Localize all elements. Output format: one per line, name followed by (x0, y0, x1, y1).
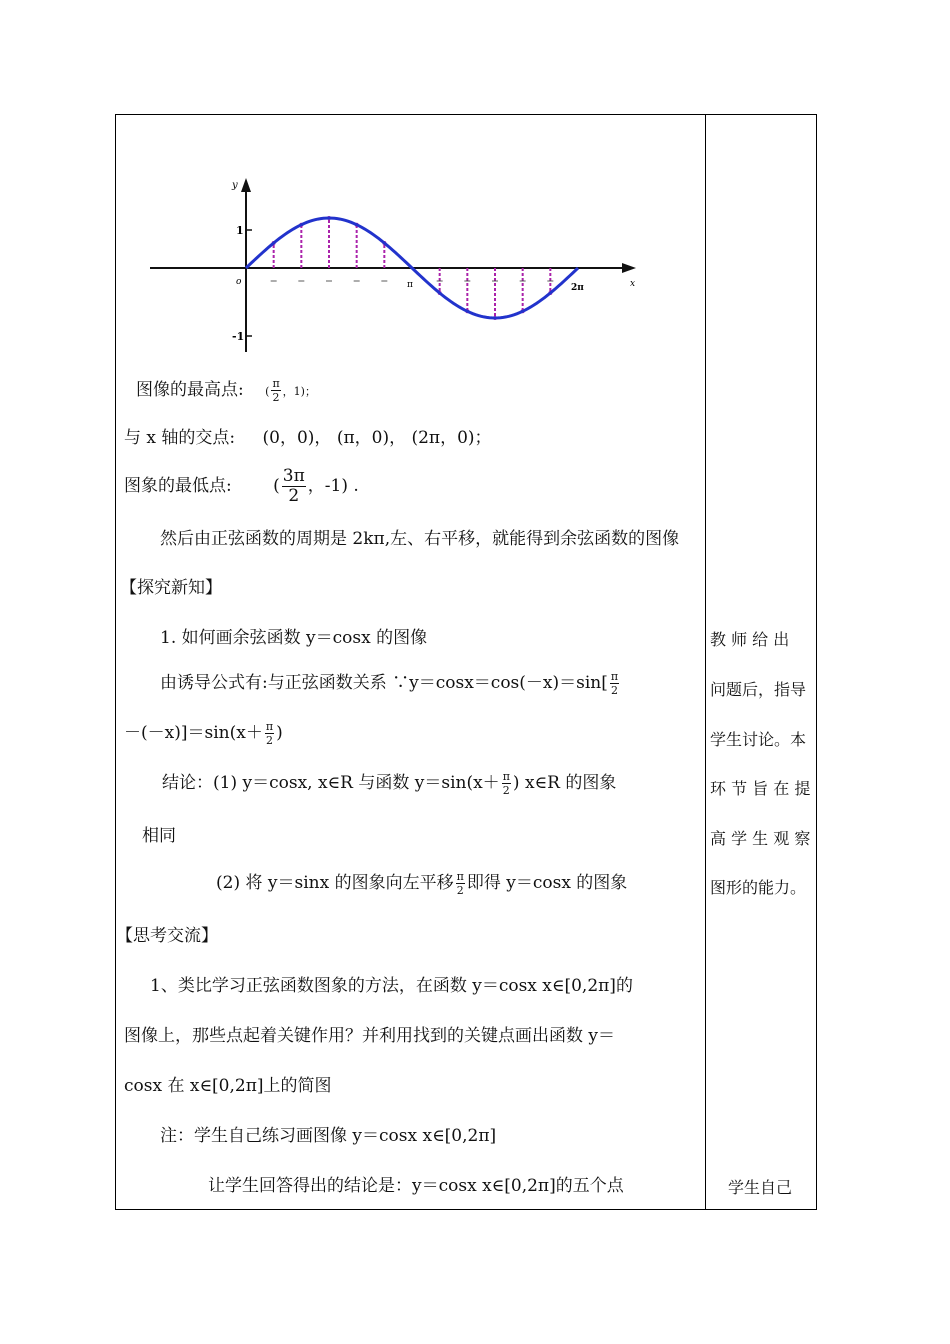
conclusion-1-continued: 相同 (142, 826, 176, 846)
section-explore-heading: 【探究新知】 (120, 578, 222, 598)
think-1-line-3: cosx 在 x∈[0,2π]上的简图 (124, 1076, 332, 1096)
period-text: 然后由正弦函数的周期是 2kπ,左、右平移，就能得到余弦函数的图像 (160, 529, 680, 549)
question-1-title: 1. 如何画余弦函数 y＝cosx 的图像 (160, 628, 428, 648)
lowest-point-close: ，-1) . (307, 476, 359, 496)
induction-line (160, 671, 621, 696)
highest-point-close: ，1)； (282, 385, 316, 398)
conclusion-2-frac: $\frac{\pi}{2}$ (456, 870, 464, 897)
answer-line: 让学生回答得出的结论是：y＝cosx x∈[0,2π]的五个点 (208, 1176, 624, 1196)
induction-cont-close: ) (276, 723, 283, 743)
x-axis-points-line (124, 430, 492, 447)
induction-cont-text: －(－x)]＝sin(x＋ (124, 723, 263, 743)
origin-label: o (236, 277, 242, 287)
two-pi-label: 2π (571, 283, 584, 293)
section-think-heading: 【思考交流】 (116, 926, 218, 946)
lowest-point-frac: $\frac{3\pi}{2}$ (282, 466, 305, 506)
side-note-line-4: 环 节 旨 在 提 (710, 779, 811, 798)
conclusion-1-text-b: ) x∈R 的图象 (512, 773, 617, 793)
induction-cont-frac: $\frac{\pi}{2}$ (265, 720, 274, 747)
side-note-line-2: 问题后，指导 (710, 680, 807, 699)
highest-point-line (136, 378, 316, 403)
lowest-point-line (124, 468, 359, 505)
conclusion-2-text-b: 即得 y＝cosx 的图象 (466, 873, 628, 893)
induction-continued (124, 721, 283, 746)
y-axis-label: y (232, 180, 238, 191)
induction-frac: $\frac{\pi}{2}$ (610, 670, 619, 697)
y-axis-arrow (241, 178, 251, 192)
think-1-line-2: 图像上，那些点起着关键作用？并利用找到的关键点画出函数 y＝ (124, 1026, 616, 1046)
side-note-line-6: 图形的能力。 (710, 878, 807, 897)
induction-text: 由诱导公式有:与正弦函数关系 ∵y＝cosx＝cos(－x)＝sin[ (160, 673, 608, 693)
side-note-line-7: 学生自己 (728, 1178, 793, 1197)
note-line: 注：学生自己练习画图像 y＝cosx x∈[0,2π] (160, 1126, 497, 1146)
column-divider (705, 114, 706, 1210)
conclusion-1-line (162, 771, 616, 796)
highest-point-open: ( (265, 385, 270, 398)
x-axis-points-label: 与 x 轴的交点: (124, 428, 236, 448)
highest-point-label: 图像的最高点: (136, 380, 244, 400)
y-tick-neg1-label: -1 (232, 330, 245, 343)
conclusion-1-text-a: 结论：(1) y＝cosx, x∈R 与函数 y＝sin(x＋ (162, 773, 500, 793)
highest-point-frac: $\frac{\pi}{2}$ (272, 377, 280, 404)
side-note-line-5: 高 学 生 观 察 (710, 829, 811, 848)
x-axis-arrow (622, 263, 636, 273)
conclusion-2-line (216, 871, 627, 896)
lowest-point-label: 图象的最低点: (124, 476, 232, 496)
lowest-point-open: ( (273, 476, 280, 496)
pi-label: π (407, 280, 413, 290)
think-1-line-1: 1、类比学习正弦函数图象的方法，在函数 y＝cosx x∈[0,2π]的 (150, 976, 633, 996)
x-axis-points: (0，0)， (π，0)， (2π，0)； (262, 428, 492, 448)
side-note-line-1: 教 师 给 出 (710, 630, 790, 649)
x-axis-label: x (630, 279, 636, 289)
y-tick-1-label: 1 (236, 224, 244, 237)
conclusion-2-text-a: (2) 将 y＝sinx 的图象向左平移 (216, 873, 454, 893)
sine-graph (140, 170, 660, 360)
side-note-line-3: 学生讨论。本 (710, 730, 807, 749)
conclusion-1-frac: $\frac{\pi}{2}$ (502, 770, 510, 797)
